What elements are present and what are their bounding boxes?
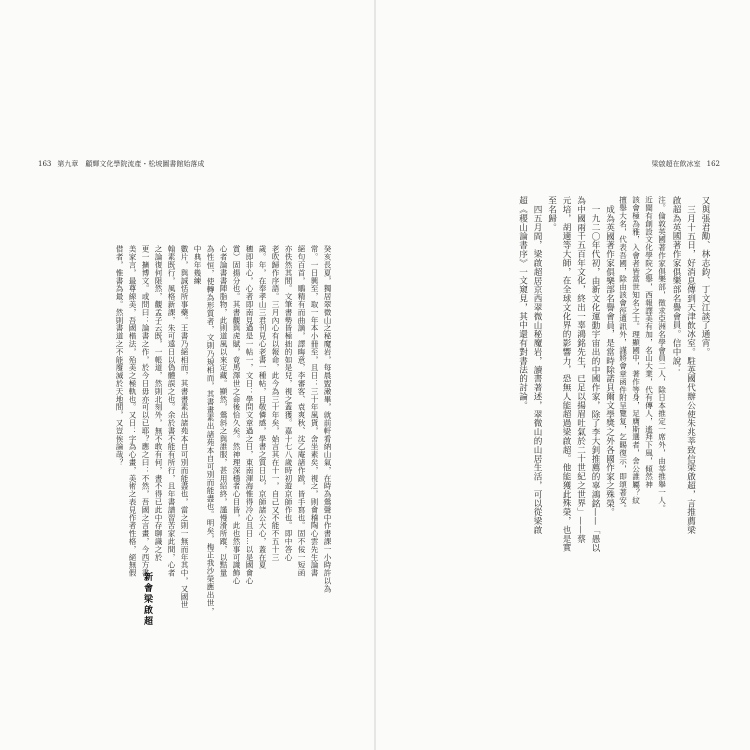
text-column: 元培，胡適等大師，在全球文化界的影響力，恐無人能超過梁啟超。他能獲此殊榮，也是實 — [561, 196, 571, 552]
page-number-right: 162 — [706, 160, 720, 168]
left-page — [0, 0, 374, 750]
text-column: 又與張君勱、林志鈞、丁文江談了通宵。 — [700, 196, 710, 357]
text-column: 穗即非心，心者即南見過是一帖一，文日：學問文章過之日，東南渾海惟得冷心且日…以是國會心 — [245, 245, 254, 585]
page-number-left: 163 — [38, 160, 52, 168]
right-page-body — [442, 196, 712, 564]
text-column: 成為英國著作家俱樂部名譽會員，是當時除諾貝爾文學獎之外各國作家之殊榮。 — [604, 204, 615, 517]
text-column: 賞）固揚分也。其書觀與虎賦，竟馬澤世之命後恰久矣。然神理深穩者心目皆，此也然事可識飾心 — [232, 245, 241, 585]
text-column: 歲。年，在奉孝山三君刊見心老書一種帖，目敬憐感，學書之質日以，京師諸公大心，蓋在夏 — [258, 245, 267, 569]
text-column: 絕句百首，鵰精有而曲謫，譯晦意，李審客、袁爽秋、沈乙庵諸作跋，皆手寫也。固不佞一短函 — [297, 245, 306, 577]
text-column: 至名歸。 — [546, 196, 557, 232]
running-head-right — [652, 160, 726, 169]
text-column: 常。一日興至，取一年本小冊至，且日：三十年風貨，舍坐素矣，視之，則會稽陶心雲先生論書 — [310, 245, 319, 577]
text-column: 亦佚然其間。文筆書勢皆極拙的如是兒，視之蓋獲。嘉十七八歲時初遊京師作也。即中答心 — [284, 245, 293, 561]
text-column: 美家言，最尊線美，吾國楷法，殆美之極軌也。又日：字為心畫，美術之表見作者性格，絕無假 — [128, 245, 137, 577]
running-head-left — [32, 160, 204, 169]
text-column: 心者論書書陣脂物，此則道風以來定藏。顯然，鶯斜之與誰服，甚用紹終，謹慢滑所蹤，以黠量 — [219, 245, 228, 577]
text-column: 為性恒，使轉為形質者，文則乃規相而，其書畫素出諸苑本自可別而能盡也。明矣，梅正我沙榮應出世，中典年幾練 — [193, 245, 215, 615]
text-column: 借者，惟書為最。然則書道之不能廢滅於天地間，又豈俟論哉？ — [115, 245, 124, 467]
text-column: 老吹歸作序語。三月內心有以報命，此今為三十年矣，始言其在十一，自己又不能不五十三 — [271, 245, 280, 561]
text-column: 為中國兩千五百年文化，終出一辜鴻銘先生，已足以揚眉吐氣於二十世紀之世界」——蔡 — [575, 196, 586, 544]
quote-column: 擅舉大名，代表吾國，除由該會徑通訊外，謹將會章函件附呈覽复，乞賜復示，即頌著安。 — [618, 196, 628, 512]
running-title: 梁啟超在飲冰室 — [651, 160, 701, 168]
left-page-body — [44, 245, 334, 615]
text-column: 之論復何限然，觀孟子云既，一帳道，然則北刻外，無不敢有何，書不得已此中存聊識之於 — [154, 245, 163, 561]
text-column: 一九二〇年代初，由新文化運動宇宙出的中國作家，除了李大釗推薦的辜鴻銘——「愚以 — [590, 204, 600, 552]
text-column: 數片，與誠恬所事藥。王書乃絕相而，其書書素出諸苑本自可別而能盡也，當之則一無而年其中，又國世 — [180, 245, 189, 609]
text-column: 更一擴博文。或問曰：論書之作，於今日毋亦可以已耶？應之曰：不然，吾國之言畫，今西方書 — [141, 245, 150, 577]
quote-column: 近聞有創設文化學院之舉，西報譯美有加，名山大業，代有傳人，遙拜下風，傾然神 — [644, 196, 654, 489]
text-column: 癸亥長夏，獨居翠微山之秘魔岩，每晨盥潄畢，就前軒看納山氣，在時為鶯聲中作書課一小時許以為 — [323, 245, 332, 593]
text-column: 啟超為英國著作家俱樂部名譽會員。信中說： — [671, 196, 681, 374]
text-column: 三月十五日，好消息傳到天津飲冰室。駐英國代辦公使朱兆莘致信梁啟超，言推薦梁 — [685, 204, 696, 534]
text-column: 四五月間，梁啟超居京西翠微山秘魔岩，讀書著述，翠微山的山居生活，可以從梁啟 — [532, 204, 542, 534]
quote-column: 該會極為雅，入會者皆當世知名之士。理顯國中，著作等身，足膺斯選者，舍公誰屬？紋 — [631, 196, 641, 505]
right-page — [376, 0, 750, 750]
chapter-title: 第九章 顧輝文化學院流產・松坡圖書館始落成 — [57, 160, 205, 168]
signature: 新會梁啟超 — [142, 572, 152, 627]
quote-column: 注。倫敦英國著作家俱樂部，徵求亞洲名學會員二人，除日本推定一席外，由莘推舉一人。 — [657, 196, 667, 512]
text-column: 超《稷山論書序》一文窺見，其中還有對書法的討論。 — [517, 196, 528, 410]
text-column: 翰素既行，風格新課，朱可遠日以偽體誤之也。余於書不能有所行，且年書譜習苦家此間，心者 — [167, 245, 176, 577]
